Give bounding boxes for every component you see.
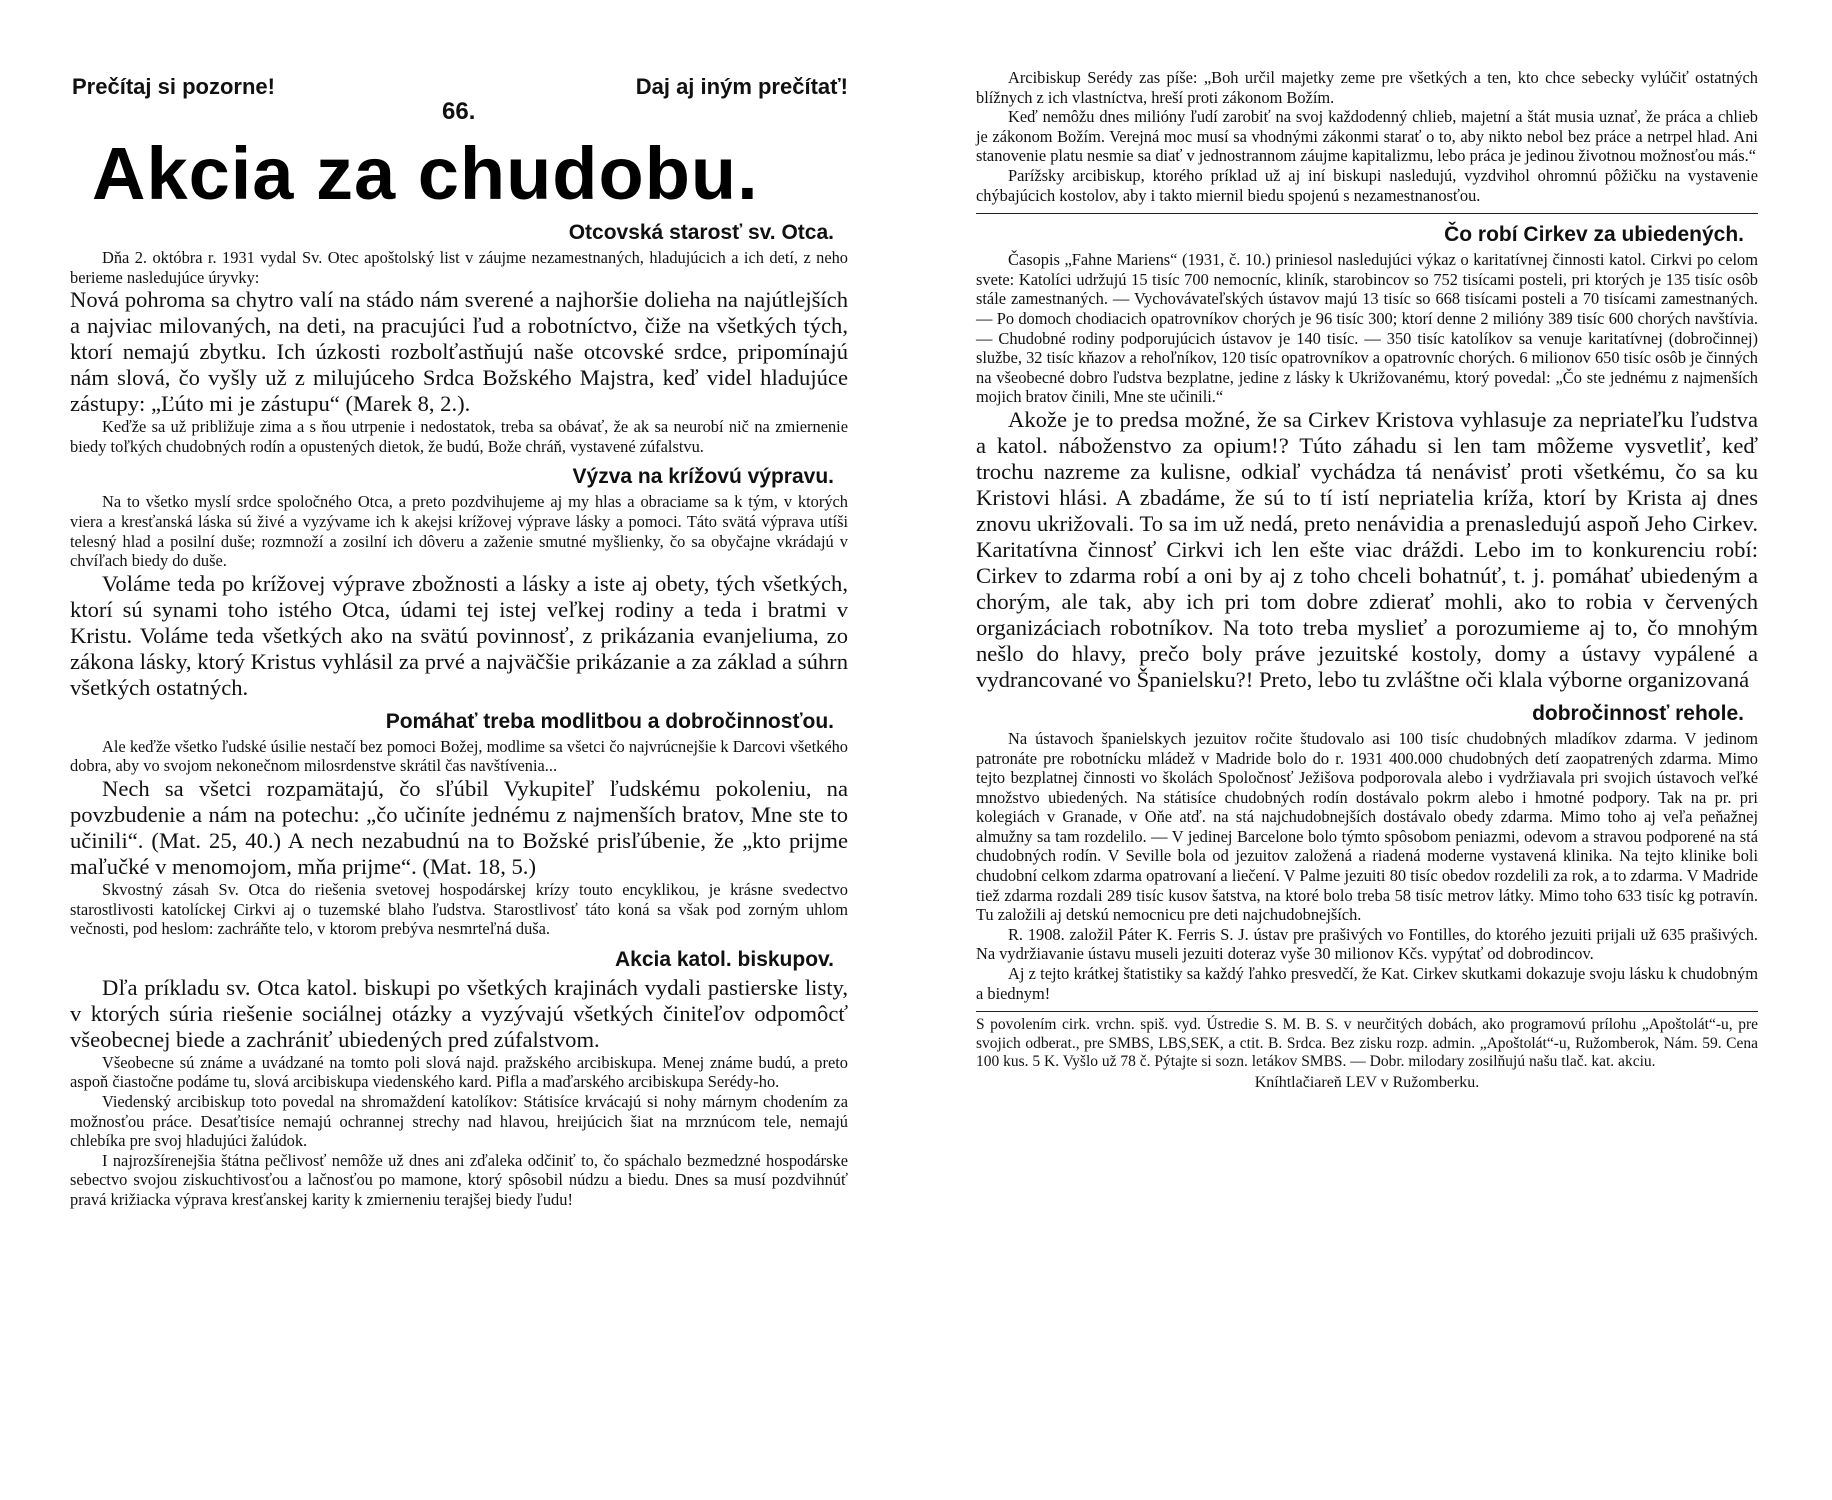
divider bbox=[976, 213, 1758, 214]
paragraph: Ale keďže všetko ľudské úsilie nestačí bez pomoci Božej, modlime sa všetci čo najvrúcnejšie k Darcovi všetkého dobra, aby vo svojom nekonečnom milosrdenstve skrátil čas navštívenia... bbox=[70, 736, 848, 776]
section-heading: Čo robí Cirkev za ubiedených. bbox=[1444, 223, 1744, 247]
section-heading: Otcovská starosť sv. Otca. bbox=[568, 221, 834, 244]
paragraph: I najrozšírenejšia štátna pečlivosť nemôže už dnes ani zďaleka odčiniť to, čo spáchalo bezmedzné hospodárske sebectvo svojou ziskuchtivosťou a lačnosťou po mamone, ktorý spôsobil núdzu a biedu. Dnes sa musí pozdvihnúť pravá križiacka výprava kresťanskej karity k zmierneniu terajšej biedy ľudu! bbox=[70, 1150, 848, 1209]
paragraph: Arcibiskup Serédy zas píše: „Boh určil majetky zeme pre všetkých a ten, kto chce sebecky vylúčiť ostatných blížnych z ich vlastníctva, hreší proti zákonom Božím. bbox=[976, 68, 1758, 107]
section-heading: Akcia katol. biskupov. bbox=[614, 947, 834, 971]
paragraph: Keď nemôžu dnes milióny ľudí zarobiť na svoj každodenný chlieb, majetní a štát musia uznať, že práca a chlieb je zákonom Božím. Verejná moc musí sa vhodnými zákonmi starať o to, aby nikto nebol bez práce a netrpel hlad. Ani stanovenie platu nesmie sa diať v jednostrannom záujme kapitalizmu, lebo práca je jedinou životnou možnosťou más.“ bbox=[976, 107, 1758, 166]
paragraph: Všeobecne sú známe a uvádzané na tomto poli slová najd. pražského arcibiskupa. Menej známe budú, a preto aspoň čiastočne podáme tu, slová arcibiskupa viedenského kard. Pifla a maďarského arcibiskupa Serédy-ho. bbox=[70, 1052, 848, 1092]
paragraph: Viedenský arcibiskup toto povedal na shromaždení katolíkov: Státisíce krvácajú si nohy márnym chodením za možnosťou práce. Desaťtisíce nemajú ochrannej strechy nad hlavou, hreijúcich šiat na mrznúcom tele, nemajú chlebíka pre svoj hladujúci žalúdok. bbox=[70, 1091, 848, 1151]
printer-credit: Kníhtlačiareň LEV v Ružomberku. bbox=[1254, 1074, 1480, 1091]
section-heading: dobročinnosť rehole. bbox=[1532, 701, 1744, 725]
paragraph: Nová pohroma sa chytro valí na stádo nám sverené a najhoršie dolieha na najútlejších a najviac milovaných, na deti, na pracujúci ľud a robotníctvo, čiže na všetkých tých, ktorí nemajú zbytku. Ich úzkosti rozbolťastňujú naše otcovské srdce, pripomínajú nám slová, čo vyšly už z milujúceho Srdca Božského Majstra, keď videl hladujúce zástupy: „Ľúto mi je zástupu“ (Marek 8, 2.). bbox=[70, 287, 848, 417]
paragraph: Akože je to predsa možné, že sa Cirkev Kristova vyhlasuje za nepriateľku ľudstva a katol. náboženstvo za opium!? Túto záhadu si len tam môžeme vysvetliť, keď trochu nazreme za kulisne, odkiaľ vychádza tá nenávisť proti všetkému, čo sa ku Kristovi hlási. A zbadáme, že sú to tí istí nepriatelia kríža, ktorí by Krista aj dnes znovu ukrižovali. To sa im už nedá, preto nenávidia a prenasledujú aspoň Jeho Cirkev. Karitatívna činnosť Cirkvi ich len ešte viac dráždi. Lebo im to konkurenciu robí: Cirkev to zdarma robí a oni by aj z toho chceli bohatnúť, t. j. pomáhať ubiedeným a chorým, ale tak, aby ich pri tom dobre zdierať mohli, ako to robia v červených organizáciach robotníkov. Na toto treba myslieť a porozumieme aj to, čo mnohým nešlo do hlavy, prečo boly práve jezuitské kostoly, domy a ústavy vypálené a vydrancované vo Španielsku?! Preto, lebo tu zvláštne oči klala výborne organizovaná bbox=[976, 406, 1758, 692]
paragraph: Voláme teda po krížovej výprave zbožnosti a lásky a iste aj obety, tých všetkých, ktorí sú synami toho istého Otca, údami tej istej veľkej rodiny a teda i bratmi v Kristu. Voláme teda všetkých ako na svätú povinnosť, z prikázania evanjeliuma, zo zákona lásky, ktorý Kristus vyhlásil za prvé a najväčšie prikázanie a za základ a súhrn všetkých ostatných. bbox=[70, 570, 848, 700]
paragraph: Nech sa všetci rozpamätajú, čo sľúbil Vykupiteľ ľudskému pokoleniu, na povzbudenie a nám na potechu: „čo učiníte jednému z najmenších bratov, Mne ste to učinili“. (Mat. 25, 40.) A nech nezabudnú na to Božské prisľúbenie, že „kto prijme maľučké v menomojom, mňa prijme“. (Mat. 18, 5.) bbox=[70, 775, 848, 879]
paragraph: R. 1908. založil Páter K. Ferris S. J. ústav pre prašivých vo Fontilles, do ktorého jezuiti prijali už 635 prašivých. Na vydržiavanie ústavu museli jezuiti doteraz vyše 30 milionov Kčs. vypýtať od dobrodincov. bbox=[976, 924, 1758, 964]
paragraph: Keďže sa už približuje zima a s ňou utrpenie i nedostatok, treba sa obávať, že ak sa neurobí nič na zmiernenie biedy toľkých chudobných rodín a opustených dietok, že budú, Bože chráň, vystavené zúfalstvu. bbox=[70, 417, 848, 456]
paragraph: Aj z tejto krátkej štatistiky sa každý ľahko presvedčí, že Kat. Cirkev skutkami dokazuje svoju lásku k chudobným a biednym! bbox=[976, 964, 1758, 1003]
divider bbox=[976, 1011, 1758, 1012]
read-carefully-label: Prečítaj si pozorne! bbox=[72, 74, 275, 99]
paragraph: Na ústavoch španielskych jezuitov ročite študovalo asi 100 tisíc chudobných mladíkov zdarma. V jedinom patronáte pre robotnícku mládež v Madride bolo do r. 1931 400.000 chudobných detí zaopatrených zdarma. Mimo tejto bezplatnej činnosti vo školách Spoločnosť Ježišova podporovala alebo i vydržiavala pri svojich ústavoch veľké množstvo ubiedených. Na státisíce chudobných rodín dostávalo pokrm alebo i hmotné podpory. Tak na pr. pri kolegiách v Granade, v Oňe atď. na stá najchudobnejších dostávalo obedy zdarma. Mimo toho aj veľa peňažnej almužny sa tam rozdelilo. — V jedinej Barcelone bolo týmto spôsobom peniazmi, odevom a stravou podporené na stá chudobných rodín. V Seville bola od jezuitov založená a riadená moderne vystavená klinika. Na tejto klinike boli chudobní celkom zdarma opatrovaní a liečení. V Palme jezuiti 80 tisíc obedov rozdelili za rok, a to zdarma. V Madride tiež zdarma rozdali 289 tisíc kusov šatstva, na ktoré bolo treba 58 tisíc metrov látky. Mimo toho 633 tisíc kg potravín. Tu založili aj detskú nemocnicu pre deti najchudobnejších. bbox=[976, 728, 1758, 925]
page-header bbox=[70, 74, 848, 125]
paragraph: Dľa príkladu sv. Otca katol. biskupi po všetkých krajinách vydali pastierske listy, v ktorých súria riešenie sociálnej otázky a vyzývajú všetkých činiteľov odpomôcť všeobecnej biede a zachrániť ubiedených pred zúfalstvom. bbox=[70, 974, 848, 1052]
paragraph: Parížsky arcibiskup, ktorého príklad už aj iní biskupi nasledujú, vyzdvihol ohromnú pôžičku na vystavenie chýbajúcich kostolov, aby i takto miernil biedu spojenú s nezamestnanosťou. bbox=[976, 165, 1758, 205]
paragraph: Dňa 2. októbra r. 1931 vydal Sv. Otec apoštolský list v záujme nezamestnaných, hladujúcich a ich detí, z neho berieme nasledujúce úryvky: bbox=[70, 248, 848, 287]
imprint-note: S povolením cirk. vrchn. spiš. vyd. Ústredie S. M. B. S. v neurčitých dobách, ako programovú prílohu „Apoštolát“-u, pre svojich odberat., pre SMBS, LBS,SEK, a ctit. B. Srdca. Bez zisku rozp. admin. „Apoštolát“-u, Ružomberok, Nám. 59. Cena 100 kus. 5 K. Vyšlo už 78 č. Pýtajte si sozn. letákov SMBS. — Dobr. milodary zosilňujú našu tlač. kat. akciu. bbox=[976, 1016, 1758, 1071]
section-heading: Pomáhať treba modlitbou a dobročinnosťou. bbox=[385, 709, 834, 733]
issue-number: 66. bbox=[442, 98, 476, 125]
page-title: Akcia za chudobu. bbox=[92, 132, 759, 215]
paragraph: Skvostný zásah Sv. Otca do riešenia svetovej hospodárskej krízy touto encyklikou, je krásne svedectvo starostlivosti katolíckej Cirkvi aj o tuzemské blaho ľudstva. Starostlivosť táto koná sa však pod zorným uhlom večnosti, pod heslom: zachráňte telo, v ktorom prebýva nesmrteľná duša. bbox=[70, 879, 848, 939]
section-heading: Výzva na krížovú výpravu. bbox=[572, 465, 834, 489]
share-label: Daj aj iným prečítať! bbox=[635, 74, 848, 99]
right-page bbox=[916, 0, 1832, 1500]
paragraph: Na to všetko myslí srdce spoločného Otca, a preto pozdvihujeme aj my hlas a obraciame sa k tým, v ktorých viera a kresťanská láska sú živé a vyzývame ich k akejsi krížovej výprave lásky a pomoci. Táto svätá výprava utíši telesný hlad a posilní duše; rozmnoží a zosilní ich dôveru a zaženie smutné myšlienky, čo sa obyčajne vkrádajú v chvíľach biedy do duše. bbox=[70, 492, 848, 571]
paragraph: Časopis „Fahne Mariens“ (1931, č. 10.) priniesol nasledujúci výkaz o karitatívnej činnosti katol. Cirkvi po celom svete: Katolíci udržujú 15 tisíc 700 nemocníc, kliník, starobincov so 752 tisícami posteli, pri ktorých je 135 tisíc osôb stále zamestnaných. — Vychovávateľských ústavov majú 13 tisíc so 668 tisícami posteli a 70 tisícami zamestnaných. — Po domoch chodiacich opatrovníkov chorých je 96 tisíc 300; ktorí denne 2 milióny 389 tisíc 600 chorých navštívia. — Chudobné rodiny podporujúcich ústavov je 140 tisíc. — 350 tisíc katolíkov sa venuje karitatívnej (dobročinnej) službe, 32 tisíc kňazov a rehoľníkov, 120 tisíc opatrovníkov a opatrovníc chorých. 6 milionov 650 tisíc osôb je činných na všeobecné dobro ľudstva bezplatne, jedine z lásky k Ukrižovanému, ktorý povedal: „Čo ste jednému z najmenších mojich bratov činili, Mne ste učinili.“ bbox=[976, 250, 1758, 407]
